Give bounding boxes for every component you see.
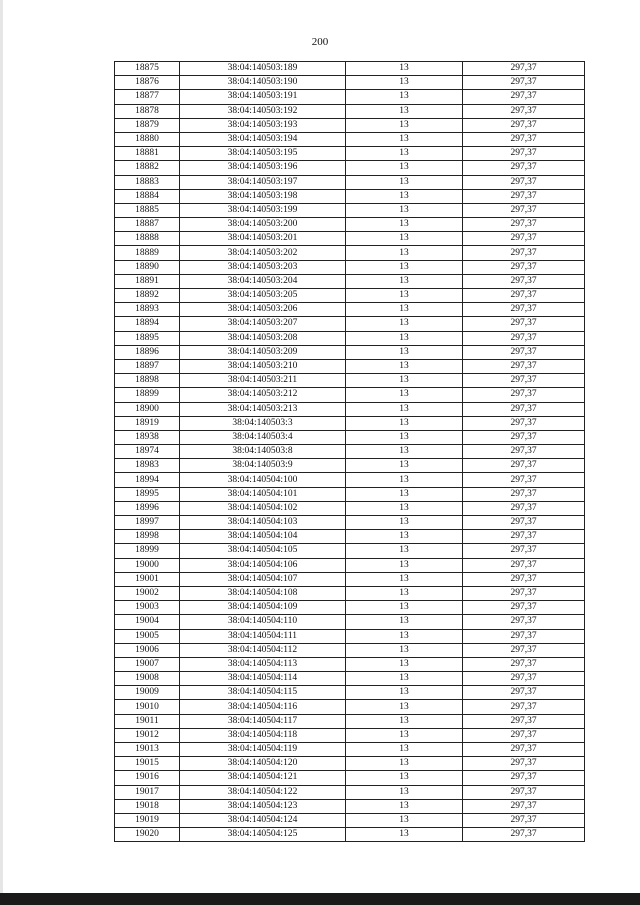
amount-cell: 297,37 <box>463 657 585 671</box>
table-row <box>115 501 585 515</box>
amount-cell: 297,37 <box>463 558 585 572</box>
quantity-cell: 13 <box>346 331 463 345</box>
amount-cell: 297,37 <box>463 530 585 544</box>
table-row <box>115 303 585 317</box>
table-row <box>115 572 585 586</box>
amount-cell: 297,37 <box>463 629 585 643</box>
table-row <box>115 700 585 714</box>
row-number-cell: 18888 <box>115 232 180 246</box>
amount-cell: 297,37 <box>463 586 585 600</box>
cadastral-number-cell: 38:04:140503:212 <box>180 388 346 402</box>
cadastral-number-cell: 38:04:140503:200 <box>180 218 346 232</box>
row-number-cell: 19008 <box>115 672 180 686</box>
table-row <box>115 274 585 288</box>
cadastral-number-cell: 38:04:140504:109 <box>180 601 346 615</box>
cadastral-number-cell: 38:04:140503:190 <box>180 76 346 90</box>
page-number: 200 <box>311 36 329 48</box>
row-number-cell: 19011 <box>115 714 180 728</box>
table-row <box>115 175 585 189</box>
table-row <box>115 686 585 700</box>
amount-cell: 297,37 <box>463 359 585 373</box>
row-number-cell: 19009 <box>115 686 180 700</box>
row-number-cell: 18900 <box>115 402 180 416</box>
amount-cell: 297,37 <box>463 62 585 76</box>
cadastral-number-cell: 38:04:140503:199 <box>180 203 346 217</box>
amount-cell: 297,37 <box>463 317 585 331</box>
table-row <box>115 132 585 146</box>
quantity-cell: 13 <box>346 246 463 260</box>
table-row <box>115 331 585 345</box>
amount-cell: 297,37 <box>463 487 585 501</box>
quantity-cell: 13 <box>346 147 463 161</box>
cadastral-number-cell: 38:04:140504:110 <box>180 615 346 629</box>
quantity-cell: 13 <box>346 544 463 558</box>
cadastral-number-cell: 38:04:140503:201 <box>180 232 346 246</box>
parcel-table <box>114 61 585 842</box>
table-row <box>115 374 585 388</box>
row-number-cell: 18882 <box>115 161 180 175</box>
cadastral-number-cell: 38:04:140503:9 <box>180 459 346 473</box>
amount-cell: 297,37 <box>463 218 585 232</box>
cadastral-number-cell: 38:04:140503:205 <box>180 289 346 303</box>
quantity-cell: 13 <box>346 175 463 189</box>
quantity-cell: 13 <box>346 586 463 600</box>
quantity-cell: 13 <box>346 289 463 303</box>
row-number-cell: 18894 <box>115 317 180 331</box>
amount-cell: 297,37 <box>463 771 585 785</box>
table-row <box>115 487 585 501</box>
row-number-cell: 19001 <box>115 572 180 586</box>
row-number-cell: 18919 <box>115 416 180 430</box>
quantity-cell: 13 <box>346 260 463 274</box>
quantity-cell: 13 <box>346 189 463 203</box>
table-row <box>115 473 585 487</box>
table-row <box>115 345 585 359</box>
row-number-cell: 18983 <box>115 459 180 473</box>
amount-cell: 297,37 <box>463 572 585 586</box>
cadastral-number-cell: 38:04:140504:101 <box>180 487 346 501</box>
amount-cell: 297,37 <box>463 161 585 175</box>
table-row <box>115 629 585 643</box>
amount-cell: 297,37 <box>463 615 585 629</box>
quantity-cell: 13 <box>346 345 463 359</box>
quantity-cell: 13 <box>346 317 463 331</box>
table-row <box>115 516 585 530</box>
quantity-cell: 13 <box>346 430 463 444</box>
row-number-cell: 18996 <box>115 501 180 515</box>
quantity-cell: 13 <box>346 402 463 416</box>
quantity-cell: 13 <box>346 785 463 799</box>
table-row <box>115 359 585 373</box>
row-number-cell: 19020 <box>115 828 180 842</box>
amount-cell: 297,37 <box>463 601 585 615</box>
amount-cell: 297,37 <box>463 402 585 416</box>
table-row <box>115 828 585 842</box>
cadastral-number-cell: 38:04:140503:197 <box>180 175 346 189</box>
table-row <box>115 714 585 728</box>
cadastral-number-cell: 38:04:140503:206 <box>180 303 346 317</box>
quantity-cell: 13 <box>346 459 463 473</box>
cadastral-number-cell: 38:04:140503:213 <box>180 402 346 416</box>
row-number-cell: 18994 <box>115 473 180 487</box>
amount-cell: 297,37 <box>463 459 585 473</box>
amount-cell: 297,37 <box>463 388 585 402</box>
table-row <box>115 657 585 671</box>
cadastral-number-cell: 38:04:140503:8 <box>180 445 346 459</box>
table-row <box>115 544 585 558</box>
cadastral-number-cell: 38:04:140504:124 <box>180 813 346 827</box>
amount-cell: 297,37 <box>463 104 585 118</box>
quantity-cell: 13 <box>346 104 463 118</box>
row-number-cell: 18877 <box>115 90 180 104</box>
row-number-cell: 19010 <box>115 700 180 714</box>
row-number-cell: 18884 <box>115 189 180 203</box>
quantity-cell: 13 <box>346 799 463 813</box>
row-number-cell: 18998 <box>115 530 180 544</box>
row-number-cell: 18997 <box>115 516 180 530</box>
row-number-cell: 18880 <box>115 132 180 146</box>
amount-cell: 297,37 <box>463 246 585 260</box>
table-row <box>115 232 585 246</box>
table-row <box>115 203 585 217</box>
quantity-cell: 13 <box>346 303 463 317</box>
cadastral-number-cell: 38:04:140503:191 <box>180 90 346 104</box>
table-row <box>115 785 585 799</box>
cadastral-number-cell: 38:04:140503:209 <box>180 345 346 359</box>
row-number-cell: 18878 <box>115 104 180 118</box>
row-number-cell: 19019 <box>115 813 180 827</box>
amount-cell: 297,37 <box>463 686 585 700</box>
cadastral-number-cell: 38:04:140504:117 <box>180 714 346 728</box>
table-row <box>115 189 585 203</box>
quantity-cell: 13 <box>346 615 463 629</box>
table-row <box>115 728 585 742</box>
quantity-cell: 13 <box>346 161 463 175</box>
table-row <box>115 459 585 473</box>
cadastral-number-cell: 38:04:140503:211 <box>180 374 346 388</box>
amount-cell: 297,37 <box>463 345 585 359</box>
quantity-cell: 13 <box>346 232 463 246</box>
table-row <box>115 416 585 430</box>
table-row <box>115 601 585 615</box>
quantity-cell: 13 <box>346 686 463 700</box>
table-row <box>115 643 585 657</box>
amount-cell: 297,37 <box>463 274 585 288</box>
table-row <box>115 246 585 260</box>
quantity-cell: 13 <box>346 728 463 742</box>
amount-cell: 297,37 <box>463 189 585 203</box>
quantity-cell: 13 <box>346 473 463 487</box>
quantity-cell: 13 <box>346 132 463 146</box>
quantity-cell: 13 <box>346 487 463 501</box>
row-number-cell: 19017 <box>115 785 180 799</box>
cadastral-number-cell: 38:04:140504:102 <box>180 501 346 515</box>
row-number-cell: 18974 <box>115 445 180 459</box>
cadastral-number-cell: 38:04:140504:116 <box>180 700 346 714</box>
amount-cell: 297,37 <box>463 813 585 827</box>
quantity-cell: 13 <box>346 601 463 615</box>
table-row <box>115 76 585 90</box>
table-row <box>115 558 585 572</box>
amount-cell: 297,37 <box>463 473 585 487</box>
table-row <box>115 586 585 600</box>
table-row <box>115 430 585 444</box>
amount-cell: 297,37 <box>463 374 585 388</box>
quantity-cell: 13 <box>346 359 463 373</box>
table-row <box>115 289 585 303</box>
row-number-cell: 18898 <box>115 374 180 388</box>
cadastral-number-cell: 38:04:140503:207 <box>180 317 346 331</box>
quantity-cell: 13 <box>346 771 463 785</box>
table-row <box>115 260 585 274</box>
quantity-cell: 13 <box>346 90 463 104</box>
quantity-cell: 13 <box>346 516 463 530</box>
cadastral-number-cell: 38:04:140503:202 <box>180 246 346 260</box>
row-number-cell: 18889 <box>115 246 180 260</box>
table-row <box>115 218 585 232</box>
cadastral-number-cell: 38:04:140504:103 <box>180 516 346 530</box>
table-row <box>115 813 585 827</box>
scan-footer-band <box>0 893 640 905</box>
cadastral-number-cell: 38:04:140504:112 <box>180 643 346 657</box>
row-number-cell: 18879 <box>115 118 180 132</box>
cadastral-number-cell: 38:04:140504:105 <box>180 544 346 558</box>
cadastral-number-cell: 38:04:140504:111 <box>180 629 346 643</box>
amount-cell: 297,37 <box>463 516 585 530</box>
table-row <box>115 402 585 416</box>
quantity-cell: 13 <box>346 558 463 572</box>
table-row <box>115 388 585 402</box>
quantity-cell: 13 <box>346 572 463 586</box>
table-row <box>115 672 585 686</box>
row-number-cell: 19003 <box>115 601 180 615</box>
cadastral-number-cell: 38:04:140504:122 <box>180 785 346 799</box>
quantity-cell: 13 <box>346 501 463 515</box>
quantity-cell: 13 <box>346 218 463 232</box>
row-number-cell: 18938 <box>115 430 180 444</box>
row-number-cell: 18883 <box>115 175 180 189</box>
table-row <box>115 530 585 544</box>
row-number-cell: 19007 <box>115 657 180 671</box>
row-number-cell: 18899 <box>115 388 180 402</box>
amount-cell: 297,37 <box>463 430 585 444</box>
amount-cell: 297,37 <box>463 416 585 430</box>
amount-cell: 297,37 <box>463 76 585 90</box>
quantity-cell: 13 <box>346 714 463 728</box>
quantity-cell: 13 <box>346 374 463 388</box>
row-number-cell: 18891 <box>115 274 180 288</box>
row-number-cell: 18892 <box>115 289 180 303</box>
cadastral-number-cell: 38:04:140503:193 <box>180 118 346 132</box>
cadastral-number-cell: 38:04:140504:118 <box>180 728 346 742</box>
quantity-cell: 13 <box>346 416 463 430</box>
table-row <box>115 615 585 629</box>
row-number-cell: 19012 <box>115 728 180 742</box>
row-number-cell: 19004 <box>115 615 180 629</box>
quantity-cell: 13 <box>346 388 463 402</box>
amount-cell: 297,37 <box>463 260 585 274</box>
amount-cell: 297,37 <box>463 147 585 161</box>
cadastral-number-cell: 38:04:140503:189 <box>180 62 346 76</box>
quantity-cell: 13 <box>346 629 463 643</box>
table-row <box>115 743 585 757</box>
cadastral-number-cell: 38:04:140503:208 <box>180 331 346 345</box>
amount-cell: 297,37 <box>463 289 585 303</box>
row-number-cell: 19002 <box>115 586 180 600</box>
row-number-cell: 18893 <box>115 303 180 317</box>
amount-cell: 297,37 <box>463 544 585 558</box>
row-number-cell: 18885 <box>115 203 180 217</box>
row-number-cell: 19000 <box>115 558 180 572</box>
amount-cell: 297,37 <box>463 232 585 246</box>
amount-cell: 297,37 <box>463 501 585 515</box>
cadastral-number-cell: 38:04:140503:196 <box>180 161 346 175</box>
amount-cell: 297,37 <box>463 445 585 459</box>
quantity-cell: 13 <box>346 657 463 671</box>
amount-cell: 297,37 <box>463 785 585 799</box>
table-row <box>115 118 585 132</box>
row-number-cell: 19005 <box>115 629 180 643</box>
cadastral-number-cell: 38:04:140504:120 <box>180 757 346 771</box>
quantity-cell: 13 <box>346 274 463 288</box>
cadastral-number-cell: 38:04:140503:203 <box>180 260 346 274</box>
amount-cell: 297,37 <box>463 700 585 714</box>
amount-cell: 297,37 <box>463 203 585 217</box>
quantity-cell: 13 <box>346 743 463 757</box>
table-row <box>115 317 585 331</box>
quantity-cell: 13 <box>346 700 463 714</box>
row-number-cell: 18890 <box>115 260 180 274</box>
row-number-cell: 19015 <box>115 757 180 771</box>
cadastral-number-cell: 38:04:140503:192 <box>180 104 346 118</box>
row-number-cell: 18896 <box>115 345 180 359</box>
row-number-cell: 18995 <box>115 487 180 501</box>
amount-cell: 297,37 <box>463 757 585 771</box>
cadastral-number-cell: 38:04:140504:108 <box>180 586 346 600</box>
table-row <box>115 90 585 104</box>
quantity-cell: 13 <box>346 118 463 132</box>
cadastral-number-cell: 38:04:140504:107 <box>180 572 346 586</box>
cadastral-number-cell: 38:04:140504:104 <box>180 530 346 544</box>
scan-edge <box>0 0 3 905</box>
parcel-table-body <box>115 62 585 842</box>
cadastral-number-cell: 38:04:140504:121 <box>180 771 346 785</box>
table-row <box>115 757 585 771</box>
quantity-cell: 13 <box>346 757 463 771</box>
quantity-cell: 13 <box>346 828 463 842</box>
cadastral-number-cell: 38:04:140503:4 <box>180 430 346 444</box>
amount-cell: 297,37 <box>463 672 585 686</box>
cadastral-number-cell: 38:04:140503:194 <box>180 132 346 146</box>
cadastral-number-cell: 38:04:140503:204 <box>180 274 346 288</box>
quantity-cell: 13 <box>346 643 463 657</box>
amount-cell: 297,37 <box>463 175 585 189</box>
table-row <box>115 62 585 76</box>
table-row <box>115 104 585 118</box>
row-number-cell: 18895 <box>115 331 180 345</box>
cadastral-number-cell: 38:04:140504:100 <box>180 473 346 487</box>
cadastral-number-cell: 38:04:140504:119 <box>180 743 346 757</box>
table-row <box>115 771 585 785</box>
amount-cell: 297,37 <box>463 799 585 813</box>
row-number-cell: 19018 <box>115 799 180 813</box>
row-number-cell: 18881 <box>115 147 180 161</box>
row-number-cell: 18999 <box>115 544 180 558</box>
amount-cell: 297,37 <box>463 118 585 132</box>
amount-cell: 297,37 <box>463 828 585 842</box>
quantity-cell: 13 <box>346 445 463 459</box>
cadastral-number-cell: 38:04:140503:198 <box>180 189 346 203</box>
quantity-cell: 13 <box>346 672 463 686</box>
cadastral-number-cell: 38:04:140504:114 <box>180 672 346 686</box>
table-row <box>115 161 585 175</box>
amount-cell: 297,37 <box>463 728 585 742</box>
row-number-cell: 19013 <box>115 743 180 757</box>
quantity-cell: 13 <box>346 530 463 544</box>
amount-cell: 297,37 <box>463 90 585 104</box>
row-number-cell: 18876 <box>115 76 180 90</box>
cadastral-number-cell: 38:04:140503:3 <box>180 416 346 430</box>
quantity-cell: 13 <box>346 62 463 76</box>
row-number-cell: 18887 <box>115 218 180 232</box>
cadastral-number-cell: 38:04:140503:195 <box>180 147 346 161</box>
table-row <box>115 799 585 813</box>
quantity-cell: 13 <box>346 76 463 90</box>
quantity-cell: 13 <box>346 813 463 827</box>
cadastral-number-cell: 38:04:140503:210 <box>180 359 346 373</box>
cadastral-number-cell: 38:04:140504:125 <box>180 828 346 842</box>
amount-cell: 297,37 <box>463 303 585 317</box>
amount-cell: 297,37 <box>463 714 585 728</box>
amount-cell: 297,37 <box>463 643 585 657</box>
cadastral-number-cell: 38:04:140504:115 <box>180 686 346 700</box>
cadastral-number-cell: 38:04:140504:106 <box>180 558 346 572</box>
cadastral-number-cell: 38:04:140504:123 <box>180 799 346 813</box>
cadastral-number-cell: 38:04:140504:113 <box>180 657 346 671</box>
row-number-cell: 19006 <box>115 643 180 657</box>
table-row <box>115 445 585 459</box>
row-number-cell: 18875 <box>115 62 180 76</box>
amount-cell: 297,37 <box>463 331 585 345</box>
quantity-cell: 13 <box>346 203 463 217</box>
table-row <box>115 147 585 161</box>
row-number-cell: 18897 <box>115 359 180 373</box>
row-number-cell: 19016 <box>115 771 180 785</box>
amount-cell: 297,37 <box>463 743 585 757</box>
amount-cell: 297,37 <box>463 132 585 146</box>
